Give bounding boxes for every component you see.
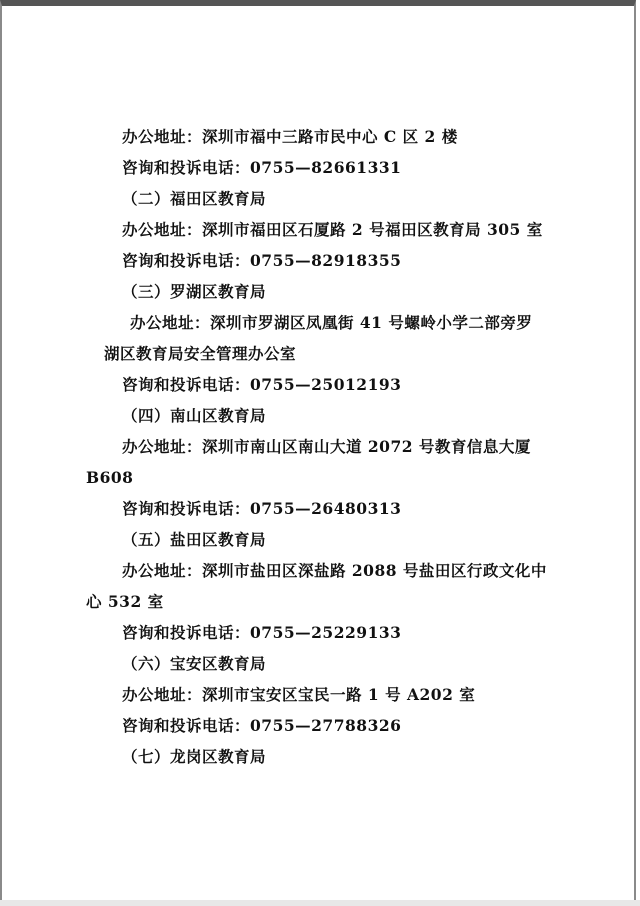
page-bottom-edge (0, 900, 640, 906)
phone-yantian: 咨询和投诉电话：0755—25229133 (122, 623, 402, 642)
phone-luohu: 咨询和投诉电话：0755—25012193 (122, 375, 402, 394)
phone-futian: 咨询和投诉电话：0755—82918355 (122, 251, 402, 270)
section-heading-luohu: （三）罗湖区教育局 (122, 282, 267, 301)
phone-nanshan: 咨询和投诉电话：0755—26480313 (122, 499, 402, 518)
office-address-luohu-line1: 办公地址：深圳市罗湖区凤凰街 41 号螺岭小学二部旁罗 (130, 313, 533, 332)
section-heading-longgang: （七）龙岗区教育局 (122, 747, 267, 766)
office-address-yantian-line1: 办公地址：深圳市盐田区深盐路 2088 号盐田区行政文化中 (122, 561, 547, 580)
section-heading-baoan: （六）宝安区教育局 (122, 654, 267, 673)
office-address-municipal: 办公地址：深圳市福中三路市民中心 C 区 2 楼 (122, 127, 458, 146)
office-address-nanshan-line1: 办公地址：深圳市南山区南山大道 2072 号教育信息大厦 (122, 437, 531, 456)
section-heading-yantian: （五）盐田区教育局 (122, 530, 267, 549)
section-heading-futian: （二）福田区教育局 (122, 189, 267, 208)
section-heading-nanshan: （四）南山区教育局 (122, 406, 267, 425)
office-address-baoan: 办公地址：深圳市宝安区宝民一路 1 号 A202 室 (122, 685, 476, 704)
office-address-yantian-line2: 心 532 室 (86, 592, 164, 611)
office-address-nanshan-line2: B608 (86, 468, 134, 487)
phone-baoan: 咨询和投诉电话：0755—27788326 (122, 716, 402, 735)
office-address-futian: 办公地址：深圳市福田区石厦路 2 号福田区教育局 305 室 (122, 220, 543, 239)
office-address-luohu-line2: 湖区教育局安全管理办公室 (104, 344, 297, 363)
phone-municipal: 咨询和投诉电话：0755—82661331 (122, 158, 402, 177)
